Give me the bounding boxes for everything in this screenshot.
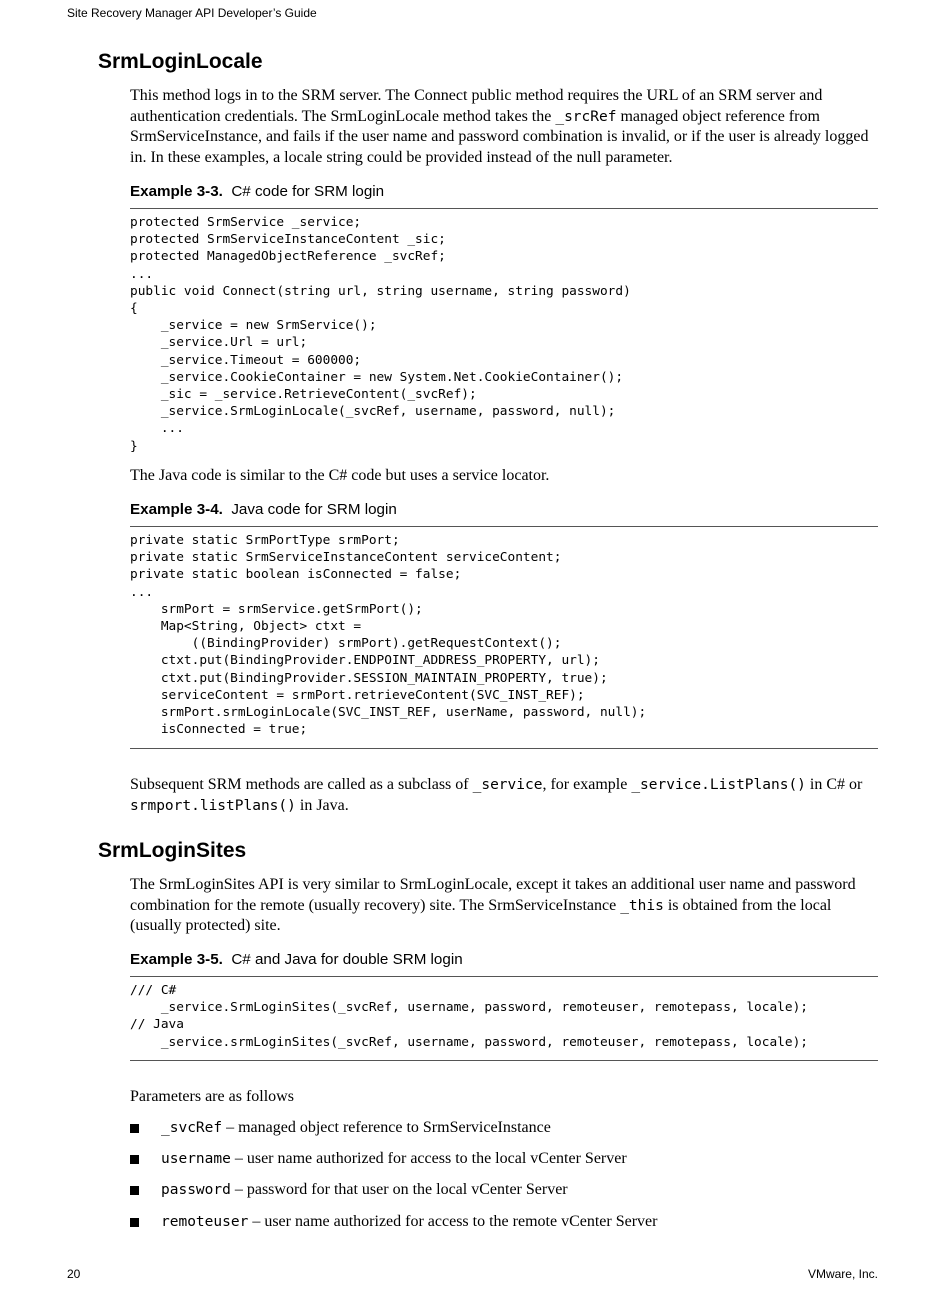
code-block-double-login: /// C# _service.SrmLoginSites(_svcRef, username, password, remoteuser, remotepass, locale); // Java _service.srmLoginSites(_svcRef, username, password, remoteuser, remotepass, locale); (130, 983, 808, 1050)
footer-company: VMware, Inc. (807, 1267, 878, 1281)
square-bullet-icon (130, 1218, 139, 1227)
param-desc: – user name authorized for access to the local vCenter Server (230, 1150, 627, 1168)
param-name: password (161, 1182, 231, 1199)
inline-code-this: _this (620, 897, 664, 914)
example-3-3-title: Example 3-3. C# code for SRM login (130, 183, 385, 200)
example-3-4-title: Example 3-4. Java code for SRM login (130, 501, 397, 518)
section-title-srmloginsites: SrmLoginSites (98, 839, 247, 862)
param-desc: – user name authorized for access to the remote vCenter Server (248, 1212, 658, 1230)
code-block-top-rule (130, 976, 878, 977)
page-number: 20 (67, 1267, 81, 1281)
param-desc: – managed object reference to SrmServiceInstance (222, 1119, 551, 1136)
param-name: _svcRef (161, 1120, 223, 1136)
param-name: username (161, 1151, 231, 1168)
param-desc: – password for that user on the local vCenter Server (230, 1181, 568, 1199)
running-header: Site Recovery Manager API Developer’s Guide (67, 6, 317, 20)
square-bullet-icon (130, 1124, 139, 1133)
section-title-srmloginlocale: SrmLoginLocale (98, 50, 263, 73)
code-block-bottom-rule (130, 748, 878, 749)
code-block-bottom-rule (130, 1060, 878, 1061)
code-block-top-rule (130, 526, 878, 527)
section2-intro: The SrmLoginSites API is very similar to SrmLoginLocale, except it takes an additional user name and password combination for the remote (usually recovery) site. The SrmServiceInstance _this is obtained from the local (usually protected) site. (130, 876, 856, 935)
code-block-java-login: private static SrmPortType srmPort; private static SrmServiceInstanceContent serviceContent; private static boolean isConnected = false; ... srmPort = srmService.getSrmPort(); Map<String, Object> ctxt = ((BindingProvider) srmPort).getRequestContext(); ctxt.put(BindingProvider.ENDPOINT_ADDRESS_PROPERTY, url); ctxt.put(BindingProvider.SESSION_MAINTAIN_PROPERTY, true); serviceContent = srmPort.retrieveContent(SVC_INST_REF); srmPort.srmLoginLocale(SVC_INST_REF, userName, password, null); isConnected = true; (130, 533, 647, 738)
params-intro: Parameters are as follows (130, 1088, 294, 1105)
square-bullet-icon (130, 1186, 139, 1195)
inline-code-srcref: _srcRef (555, 108, 617, 125)
java-note: The Java code is similar to the C# code but uses a service locator. (130, 467, 550, 484)
param-name: remoteuser (161, 1213, 249, 1230)
subsequent-methods-note: Subsequent SRM methods are called as a subclass of _service, for example _service.ListPlans() in C# or srmport.listPlans() in Java. (130, 776, 863, 814)
square-bullet-icon (130, 1155, 139, 1164)
section1-intro: This method logs in to the SRM server. The Connect public method requires the URL of an SRM server and authentication credentials. The SrmLoginLocale method takes the _srcRef managed object reference from SrmServiceInstance, and fails if the user name and password combination is invalid, or if the user is already logged in. In these examples, a locale string could be provided instead of the null parameter. (130, 87, 869, 166)
example-3-5-title: Example 3-5. C# and Java for double SRM login (130, 951, 463, 968)
code-block-top-rule (130, 208, 878, 209)
code-block-csharp-login: protected SrmService _service; protected SrmServiceInstanceContent _sic; protected ManagedObjectReference _svcRef; ... public void Connect(string url, string username, string password) { _service = new SrmService(); _service.Url = url; _service.Timeout = 600000; _service.CookieContainer = new System.Net.CookieContainer(); _sic = _service.RetrieveContent(_svcRef); _service.SrmLoginLocale(_svcRef, username, password, null); ... } (130, 215, 631, 454)
